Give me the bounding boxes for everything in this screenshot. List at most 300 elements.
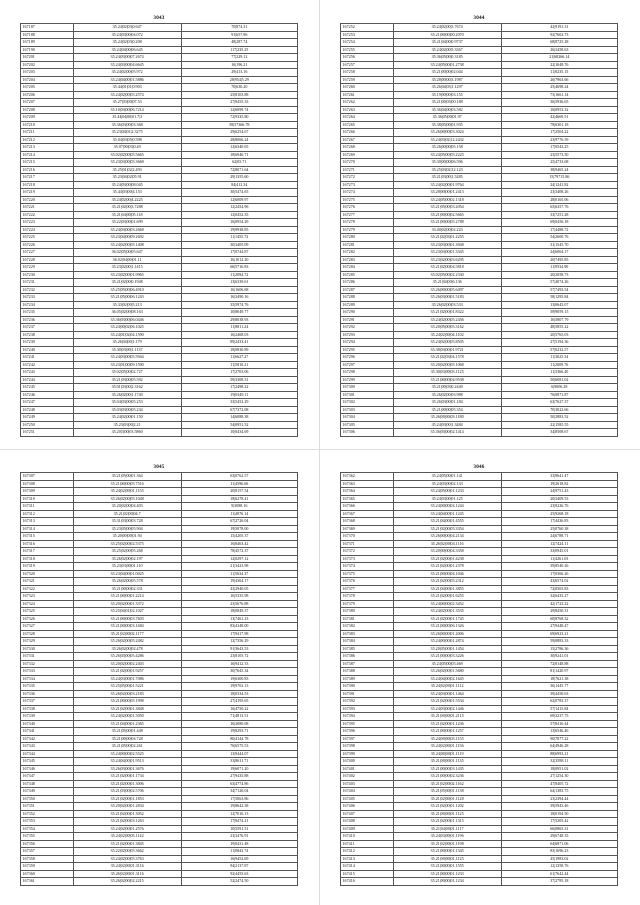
row-id-cell: 167267	[341, 136, 394, 144]
cadastral-number-cell: 35.26|00|00|05.6497	[393, 286, 501, 294]
cadastral-number-cell: 35.02|05|00|02.727	[73, 369, 181, 377]
cadastral-number-cell: 35.21|00|00|01.1125	[393, 810, 501, 818]
table-row	[341, 728, 618, 736]
table-row	[21, 473, 298, 481]
value-cell: 17|2498.22	[181, 384, 297, 392]
cadastral-number-cell: 35.26|02|00|03.533	[393, 301, 501, 309]
table-row	[341, 324, 618, 332]
table-row	[21, 645, 298, 653]
row-id-cell: 167320	[21, 570, 74, 578]
table-row	[21, 391, 298, 399]
row-id-cell: 167392	[341, 698, 394, 706]
row-id-cell: 167323	[21, 593, 74, 601]
cadastral-number-cell: 35.21|02|00|02.1177	[73, 630, 181, 638]
table-row	[21, 76, 298, 84]
cadastral-number-cell: 35.24|00|00|03.1155	[393, 735, 501, 743]
value-cell: 62|05.71	[181, 159, 297, 167]
cadastral-number-cell: 35.24|04|00|06.645	[73, 46, 181, 54]
value-cell: 94|2137.87	[181, 863, 297, 871]
value-cell: 23|3408.26	[501, 189, 617, 197]
value-cell: 16|4750.22	[181, 705, 297, 713]
cadastral-number-cell: 35.24|02|00|01.1156	[393, 743, 501, 751]
table-row	[341, 473, 618, 481]
value-cell: 11|1455.72	[181, 234, 297, 242]
row-id-cell: 167329	[21, 638, 74, 646]
cadastral-number-cell: 35.21|02|00|04.5818	[393, 264, 501, 272]
cadastral-number-cell: 35.21|02|00|3.7288	[73, 204, 181, 212]
table-row	[21, 758, 298, 766]
row-id-cell: 167384	[341, 638, 394, 646]
row-id-cell: 167263	[341, 106, 394, 114]
cadastral-number-cell: 35.36|05|00|0.3185	[393, 54, 501, 62]
cadastral-number-cell: 35.20|02|00|04.403	[73, 503, 181, 511]
table-row	[21, 406, 298, 414]
row-id-cell: 167400	[341, 758, 394, 766]
table-row	[21, 510, 298, 518]
table-row	[21, 600, 298, 608]
table-row	[341, 503, 618, 511]
cadastral-number-cell: 35.21|00|00|06.1326	[393, 623, 501, 631]
row-id-cell: 167227	[21, 249, 74, 257]
row-id-cell: 167202	[21, 61, 74, 69]
cadastral-number-cell: 35.26|02|00|05.578	[73, 578, 181, 586]
row-id-cell: 167282	[341, 249, 394, 257]
row-id-cell: 167287	[341, 286, 394, 294]
value-cell: 11|4076.14	[181, 510, 297, 518]
row-id-cell: 167299	[341, 376, 394, 384]
value-cell: 19|2618.82	[501, 480, 617, 488]
row-id-cell: 167326	[21, 615, 74, 623]
cadastral-number-cell: 35.21|00|00|02.331	[73, 585, 181, 593]
row-id-cell: 167317	[21, 548, 74, 556]
cadastral-number-cell: 35.21|00|00|02.5665	[393, 211, 501, 219]
value-cell: 50|2883.52	[501, 414, 617, 422]
table-row	[21, 773, 298, 781]
table-row	[21, 31, 298, 39]
table-row	[21, 743, 298, 751]
value-cell: 92|4455.63	[181, 870, 297, 878]
value-cell: 27|8455.33	[181, 99, 297, 107]
cadastral-number-cell: 35.36|04|00|03.582	[393, 106, 501, 114]
cadastral-number-cell: 35.21|00|00|01.1257	[393, 728, 501, 736]
table-row	[341, 121, 618, 129]
table-row	[21, 144, 298, 152]
value-cell: 29|6748.35	[501, 833, 617, 841]
cadastral-number-cell: 35.21|02|00|01.1198	[393, 840, 501, 848]
value-cell: 33|0945.01	[501, 548, 617, 556]
row-id-cell: 167361	[21, 878, 74, 886]
value-cell: 25|8103.88	[181, 91, 297, 99]
row-id-cell: 167254	[341, 39, 394, 47]
table-row	[21, 735, 298, 743]
value-cell: 25|0760.38	[501, 525, 617, 533]
value-cell: 19|9938.85	[181, 226, 297, 234]
value-cell: 57|7493.54	[501, 286, 617, 294]
cadastral-number-cell: 35.38|05|00|01.935	[393, 121, 501, 129]
row-id-cell: 167330	[21, 645, 74, 653]
row-id-cell: 167315	[21, 533, 74, 541]
cadastral-number-cell: 35.23|05|00|05.904	[73, 525, 181, 533]
table-row	[341, 623, 618, 631]
table-row	[341, 638, 618, 646]
value-cell: 45|1983.02	[501, 855, 617, 863]
cadastral-number-cell: 35.24|05|00|02.1318	[393, 196, 501, 204]
row-id-cell: 167272	[341, 174, 394, 182]
cadastral-number-cell: 36.02|04|00|01.11	[73, 256, 181, 264]
table-row	[21, 196, 298, 204]
value-cell: 12|6099.74	[181, 106, 297, 114]
table-row	[21, 429, 298, 437]
table-row	[341, 825, 618, 833]
table-row	[341, 593, 618, 601]
value-cell: 63|4774.86	[181, 780, 297, 788]
table-row	[21, 256, 298, 264]
value-cell: 29|8038.93	[181, 316, 297, 324]
table-row	[21, 324, 298, 332]
row-id-cell: 167260	[341, 84, 394, 92]
cadastral-number-cell: 35.21|04|00|0.9737	[393, 39, 501, 47]
row-id-cell: 167233	[21, 294, 74, 302]
table-row	[341, 660, 618, 668]
value-cell: 29|6254.67	[181, 129, 297, 137]
value-cell: 24|6064.17	[501, 249, 617, 257]
cadastral-number-cell: 35.26|00|00|01.2006	[393, 630, 501, 638]
value-cell: 43|6574.02	[501, 578, 617, 586]
row-id-cell: 167367	[341, 510, 394, 518]
row-id-cell: 167341	[21, 728, 74, 736]
page-3044	[340, 14, 618, 437]
value-cell: 12|1358.76	[501, 863, 617, 871]
row-id-cell: 167350	[21, 795, 74, 803]
cadastral-number-cell: 35.07|00|03|0.49	[73, 144, 181, 152]
value-cell: 30|7645.34	[181, 668, 297, 676]
table-row	[341, 488, 618, 496]
row-id-cell: 167230	[21, 271, 74, 279]
row-id-cell: 167387	[341, 660, 394, 668]
cadastral-number-cell: 35.26|00|00|03.3024	[393, 129, 501, 137]
value-cell: 64|6871.06	[501, 840, 617, 848]
table-row	[21, 780, 298, 788]
row-id-cell: 167264	[341, 114, 394, 122]
cadastral-number-cell: 35.21|02|00|01.9257	[73, 668, 181, 676]
value-cell: 18|0951.02	[501, 765, 617, 773]
cadastral-number-cell: 35.25|01|02|2.493	[73, 166, 181, 174]
value-cell: 92|7602.73	[501, 31, 617, 39]
table-row	[21, 99, 298, 107]
value-cell: 16|5807.79	[501, 316, 617, 324]
cadastral-number-cell: 35.21|00|00|03.1684	[73, 623, 181, 631]
row-id-cell: 167247	[21, 399, 74, 407]
row-id-cell: 167342	[21, 735, 74, 743]
value-cell: 78|4572.37	[181, 548, 297, 556]
table-row	[21, 421, 298, 429]
value-cell: 18|6946.71	[181, 151, 297, 159]
table-row	[341, 106, 618, 114]
value-cell: 48|5855.22	[501, 324, 617, 332]
cadastral-number-cell: 35.26|04|03|1.1297	[393, 84, 501, 92]
value-cell: 13|0645.07	[501, 301, 617, 309]
row-id-cell: 167313	[21, 518, 74, 526]
cadastral-number-cell: 35.21|02|00|01.5534	[393, 698, 501, 706]
table-row	[21, 309, 298, 317]
cadastral-number-cell: 35.22|03|00|01.699	[73, 219, 181, 227]
cadastral-number-cell: 35.21|05|00|01.1138	[393, 788, 501, 796]
cadastral-number-cell: 35.24|02|00|04.1102	[393, 331, 501, 339]
row-id-cell: 167277	[341, 211, 394, 219]
table-row	[21, 840, 298, 848]
row-id-cell: 167358	[21, 855, 74, 863]
value-cell: 54|0951.52	[181, 421, 297, 429]
table-row	[21, 555, 298, 563]
cadastral-number-cell: 35.23|04|02|05.91	[73, 174, 181, 182]
table-row	[341, 46, 618, 54]
page-number: 3045	[153, 464, 165, 470]
row-id-cell: 167258	[341, 69, 394, 77]
cadastral-number-cell: 35.21|02|00|01.1236	[393, 720, 501, 728]
cadastral-number-cell: 35.21|02|00|01.1202	[393, 803, 501, 811]
table-row	[21, 488, 298, 496]
value-cell: 17|5205.42	[501, 818, 617, 826]
value-cell: 23|5573.50	[501, 151, 617, 159]
table-row	[21, 339, 298, 347]
table-row	[341, 39, 618, 47]
value-cell: 39|4450.63	[501, 690, 617, 698]
row-id-cell: 167249	[21, 414, 74, 422]
table-row	[21, 286, 298, 294]
table-row	[341, 510, 618, 518]
cadastral-number-cell: 35.24|05|00|01.1233	[393, 488, 501, 496]
value-cell: 19|6300.83	[181, 675, 297, 683]
table-row	[21, 720, 298, 728]
value-cell: 11|4596.66	[181, 480, 297, 488]
value-cell: 91|657.96	[181, 31, 297, 39]
row-id-cell: 167336	[21, 690, 74, 698]
value-cell: 23|3476.91	[181, 833, 297, 841]
cadastral-number-cell: 35.23|01|00|09.1590	[73, 361, 181, 369]
cadastral-number-cell: 35.26|00|00|03.1180	[393, 414, 501, 422]
table-row	[21, 855, 298, 863]
row-id-cell: 167346	[21, 765, 74, 773]
row-id-cell: 167339	[21, 713, 74, 721]
cadastral-number-cell: 35.26|03|00|01.184	[393, 399, 501, 407]
table-row	[341, 264, 618, 272]
cadastral-number-cell: 35.24|04|00|01.1245	[393, 510, 501, 518]
value-cell: 27|5194.36	[501, 339, 617, 347]
table-row	[341, 309, 618, 317]
row-id-cell: 167347	[21, 773, 74, 781]
value-cell: 63|7627.37	[501, 399, 617, 407]
cadastral-number-cell: 35.21|00|00|03.3226	[393, 653, 501, 661]
table-row	[21, 361, 298, 369]
row-id-cell: 167268	[341, 144, 394, 152]
value-cell: 38|9465.24	[501, 166, 617, 174]
cadastral-number-cell: 35.21|00|00|05.7516	[73, 480, 181, 488]
table-row	[341, 69, 618, 77]
cadastral-number-cell: 35.28|00|00|01.2413	[393, 189, 501, 197]
value-cell: 29|8450.31	[501, 608, 617, 616]
row-id-cell: 167278	[341, 219, 394, 227]
row-id-cell: 167416	[341, 878, 394, 886]
cadastral-number-cell: 35.30|03|00|1.1137	[73, 346, 181, 354]
cadastral-number-cell: 35.21|05|00|01.448	[73, 728, 181, 736]
cadastral-number-cell: 35.21|02|00|01.6255	[393, 593, 501, 601]
value-cell: 70|630.20	[181, 84, 297, 92]
value-cell: 47|8405.72	[501, 780, 617, 788]
row-id-cell: 167271	[341, 166, 394, 174]
value-cell: 10|8049.77	[181, 309, 297, 317]
value-cell: 67|7372.08	[181, 406, 297, 414]
table-row	[341, 286, 618, 294]
value-cell: 16|2468.03	[181, 331, 297, 339]
row-id-cell: 167352	[21, 810, 74, 818]
row-id-cell: 167308	[21, 480, 74, 488]
table-row	[21, 166, 298, 174]
row-id-cell: 167216	[21, 166, 74, 174]
value-cell: 12|7424.11	[501, 540, 617, 548]
table-row	[21, 301, 298, 309]
value-cell: 70|874.31	[181, 24, 297, 32]
table-row	[341, 31, 618, 39]
value-cell: 21|3423.98	[181, 563, 297, 571]
table-row	[21, 818, 298, 826]
table-row	[341, 331, 618, 339]
cadastral-number-cell: 35.23|03|00|01.3345	[393, 249, 501, 257]
table-row	[341, 653, 618, 661]
value-cell: 34|7126.04	[181, 788, 297, 796]
cadastral-number-cell: 35.20|00|00|04.3358	[393, 548, 501, 556]
row-id-cell: 167241	[21, 354, 74, 362]
cadastral-number-cell: 35.24|04|00|01.5886	[73, 76, 181, 84]
row-id-cell: 167276	[341, 204, 394, 212]
cadastral-number-cell: 35.26|02|00|1.1740	[73, 391, 181, 399]
table-row	[341, 151, 618, 159]
cadastral-number-cell: 35.21|00|00|01.1135	[393, 758, 501, 766]
table-row	[21, 480, 298, 488]
cadastral-number-cell: 33.40|02|00|02.223	[393, 226, 501, 234]
value-cell: 11|2094.72	[181, 271, 297, 279]
row-id-cell: 167285	[341, 271, 394, 279]
value-cell: 28|8066.24	[181, 136, 297, 144]
table-row	[341, 391, 618, 399]
cadastral-number-cell: 35.44|04|00|01.7|3	[73, 114, 181, 122]
table-row	[21, 69, 298, 77]
value-cell: 42|9191.31	[501, 24, 617, 32]
table-row	[341, 294, 618, 302]
row-id-cell: 167208	[21, 106, 74, 114]
value-cell: 32|3598.11	[501, 758, 617, 766]
row-id-cell: 167371	[341, 540, 394, 548]
row-id-cell: 167245	[21, 384, 74, 392]
table-row	[341, 361, 618, 369]
row-id-cell: 167310	[21, 495, 74, 503]
cadastral-number-cell: 35.30|00|00|06.596	[393, 159, 501, 167]
value-cell: 17|2504.22	[501, 129, 617, 137]
cadastral-number-cell: 35.24|03|00|1.3484	[393, 421, 501, 429]
value-cell: 33|7251.28	[501, 211, 617, 219]
cadastral-number-cell: 35.21|00|00|01.1555	[393, 863, 501, 871]
row-id-cell: 167270	[341, 159, 394, 167]
value-cell: 22|1585.55	[501, 421, 617, 429]
cadastral-number-cell: 35.24|02|00|05.3763	[73, 855, 181, 863]
cadastral-number-cell: 35.30|03|00|03.1125	[393, 369, 501, 377]
row-id-cell: 167328	[21, 630, 74, 638]
value-cell: 72|8071.64	[181, 166, 297, 174]
cadastral-number-cell: 35.21|00|00|01.1345	[393, 848, 501, 856]
cadastral-number-cell: 35.04|03|00|05.253	[73, 399, 181, 407]
row-id-cell: 167190	[21, 46, 74, 54]
table-row	[21, 585, 298, 593]
table-row	[341, 144, 618, 152]
table-row	[341, 675, 618, 683]
row-id-cell: 167306	[341, 429, 394, 437]
value-cell: 29|1355.60	[181, 174, 297, 182]
value-cell: 16|1606.68	[181, 286, 297, 294]
row-id-cell: 167226	[21, 241, 74, 249]
row-id-cell: 167334	[21, 675, 74, 683]
cadastral-number-cell: 35.03|03|00|05.234	[73, 406, 181, 414]
row-id-cell: 167332	[21, 660, 74, 668]
row-id-cell: 167259	[341, 76, 394, 84]
value-cell: 62|0783.37	[501, 698, 617, 706]
value-cell: 39|5943.46	[501, 803, 617, 811]
row-id-cell: 167220	[21, 196, 74, 204]
table-row	[21, 765, 298, 773]
table-row	[341, 645, 618, 653]
table-row	[21, 91, 298, 99]
row-id-cell: 167318	[21, 555, 74, 563]
value-cell: 13|9444.07	[181, 750, 297, 758]
row-id-cell: 167380	[341, 608, 394, 616]
table-row	[341, 555, 618, 563]
cadastral-number-cell: 35.21|00|00|03.1435	[393, 765, 501, 773]
cadastral-number-cell: 35.21|00|00|05.2788	[393, 219, 501, 227]
value-cell: 11|2009.76	[501, 361, 617, 369]
table-row	[341, 376, 618, 384]
table-row	[21, 39, 298, 47]
table-row	[21, 151, 298, 159]
value-cell: 57|8416.44	[501, 720, 617, 728]
cadastral-number-cell: 35.21|05|00|01.364	[73, 473, 181, 481]
cadastral-number-cell: 35.21|00|00|02.044	[393, 69, 501, 77]
cadastral-number-cell: 35.25|02|00|02.5375	[73, 540, 181, 548]
value-cell: 10|5591.51	[181, 825, 297, 833]
cadastral-number-cell: 35.24|00|00|01.1119	[393, 750, 501, 758]
value-cell: 90|7877.22	[501, 735, 617, 743]
value-cell: 12|6340.65	[181, 144, 297, 152]
table-row	[21, 279, 298, 287]
value-cell: 68|8725.28	[501, 39, 617, 47]
table-row	[21, 399, 298, 407]
cadastral-number-cell: 35.24|02|00|01.3116	[73, 863, 181, 871]
table-row	[341, 705, 618, 713]
cadastral-number-cell: 35.36|03|00|02.1414	[393, 429, 501, 437]
row-id-cell: 167409	[341, 825, 394, 833]
row-id-cell: 167354	[21, 825, 74, 833]
table-row	[341, 181, 618, 189]
value-cell: 76|6575.53	[181, 743, 297, 751]
table-row	[341, 24, 618, 32]
cadastral-number-cell: 35.20|02|00|01.2834	[73, 803, 181, 811]
value-cell: 19|6071.20	[181, 765, 297, 773]
table-row	[341, 136, 618, 144]
cadastral-number-cell: 35.02|02|00|05.5665	[73, 151, 181, 159]
value-cell: 17|0543.25	[501, 144, 617, 152]
table-row	[21, 870, 298, 878]
value-cell: 33|9641.47	[501, 473, 617, 481]
table-row	[341, 204, 618, 212]
row-id-cell: 167374	[341, 563, 394, 571]
row-id-cell: 167319	[21, 563, 74, 571]
